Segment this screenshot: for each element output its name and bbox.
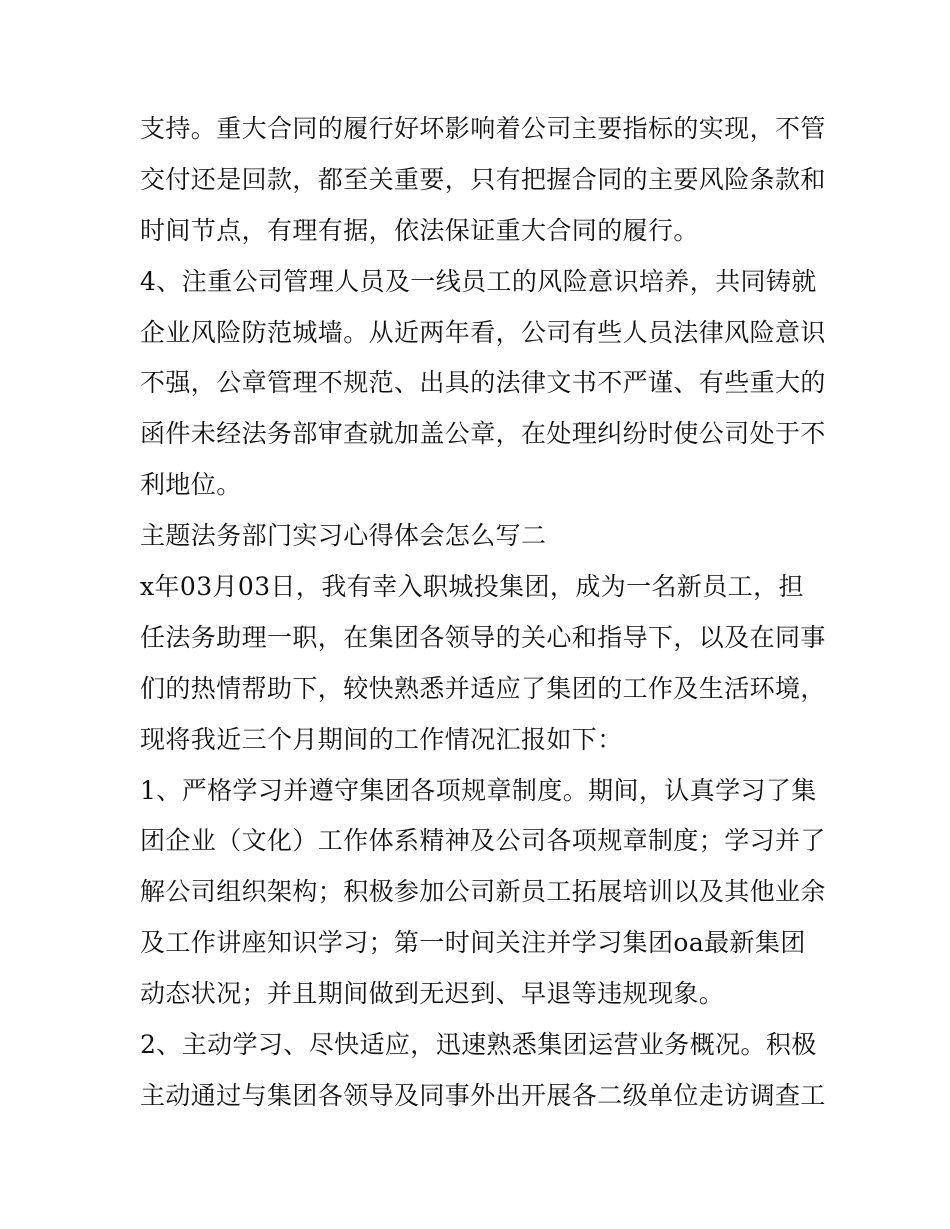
text-line: 1、严格学习并遵守集团各项规章制度。期间，认真学习了集: [140, 775, 817, 805]
text-line: 们的热情帮助下，较快熟悉并适应了集团的工作及生活环境，: [140, 673, 826, 703]
document-body: [140, 104, 826, 1122]
text-line: 团企业（文化）工作体系精神及公司各项规章制度；学习并了: [140, 826, 826, 856]
text-line: 时间节点，有理有据，依法保证重大合同的履行。: [140, 215, 699, 245]
section-heading: 主题法务部门实习心得体会怎么写二: [140, 521, 547, 551]
text-line: 主动通过与集团各领导及同事外出开展各二级单位走访调查工: [140, 1080, 826, 1110]
text-line: 2、主动学习、尽快适应，迅速熟悉集团运营业务概况。积极: [140, 1030, 817, 1060]
text-line: 任法务助理一职，在集团各领导的关心和指导下，以及在同事: [140, 622, 826, 652]
text-line: 利地位。: [140, 470, 242, 500]
text-line: 解公司组织架构；积极参加公司新员工拓展培训以及其他业余: [140, 877, 826, 907]
text-line: 交付还是回款，都至关重要，只有把握合同的主要风险条款和: [140, 164, 826, 194]
text-line: 现将我近三个月期间的工作情况汇报如下：: [140, 724, 623, 754]
text-line: 4、注重公司管理人员及一线员工的风险意识培养，共同铸就: [140, 266, 817, 296]
text-line: 企业风险防范城墙。从近两年看，公司有些人员法律风险意识: [140, 317, 826, 347]
text-line: x年03月03日，我有幸入职城投集团，成为一名新员工，担: [140, 572, 804, 602]
text-line: 动态状况；并且期间做到无迟到、早退等违规现象。: [140, 979, 725, 1009]
text-line: 函件未经法务部审查就加盖公章，在处理纠纷时使公司处于不: [140, 419, 826, 449]
text-line: 支持。重大合同的履行好坏影响着公司主要指标的实现，不管: [140, 114, 826, 143]
text-line: 不强，公章管理不规范、出具的法律文书不严谨、有些重大的: [140, 368, 826, 398]
text-line: 及工作讲座知识学习；第一时间关注并学习集团oa最新集团: [140, 928, 806, 958]
